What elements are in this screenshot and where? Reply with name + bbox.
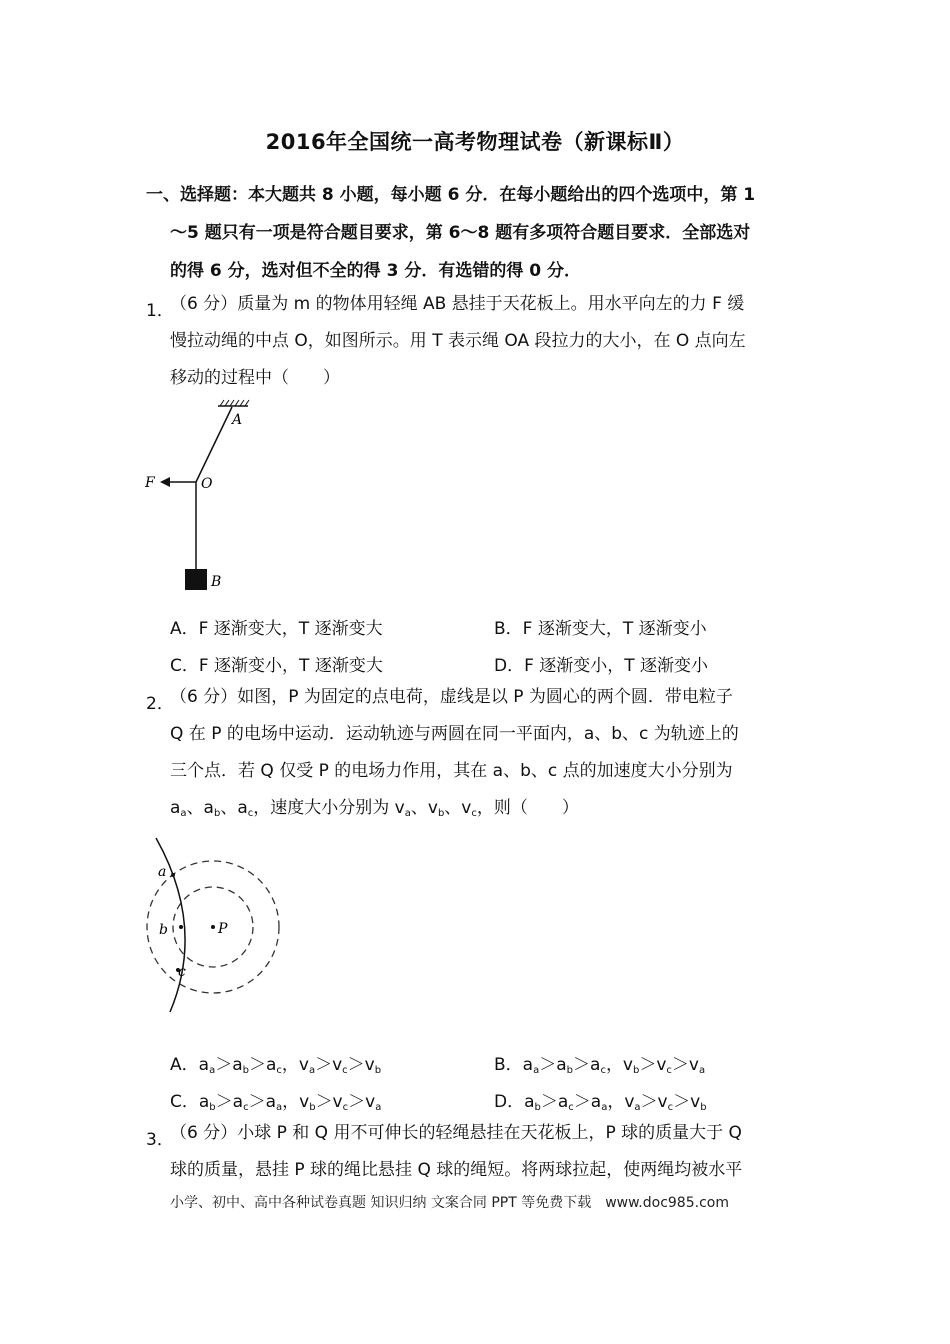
label-p: P bbox=[218, 921, 228, 937]
section-line-3: 的得 6 分，选对但不全的得 3 分．有选错的得 0 分． bbox=[170, 261, 581, 281]
question-1-option-a[interactable]: A．F 逐渐变大，T 逐渐变大 bbox=[170, 619, 383, 639]
question-1-number: 1． bbox=[146, 301, 174, 321]
question-3-line-1: （6 分）小球 P 和 Q 用不可伸长的轻绳悬挂在天花板上，P 球的质量大于 Q bbox=[170, 1123, 742, 1143]
label-c: c bbox=[178, 964, 186, 980]
question-2-line-4: $a_a$、$a_b$、$a_c$，速度大小分别为 $v_a$、$v_b$、$v_c$，则（ ） bbox=[170, 798, 579, 819]
label-a: a bbox=[158, 864, 167, 880]
force-arrow-head bbox=[160, 477, 170, 487]
question-1-line-1: （6 分）质量为 m 的物体用轻绳 AB 悬挂于天花板上。用水平向左的力 F 缓 bbox=[170, 294, 745, 314]
question-2-option-a[interactable]: A．$a_a>a_b>a_c$，$v_a>v_c>v_b$ bbox=[170, 1055, 382, 1076]
figure-rope-diagram bbox=[140, 398, 260, 598]
page-title: 2016年全国统一高考物理试卷（新课标Ⅱ） bbox=[265, 130, 685, 154]
label-a: A bbox=[232, 412, 243, 428]
question-3-text bbox=[170, 1115, 812, 1189]
section-line-1: 一、选择题：本大题共 8 小题，每小题 6 分．在每小题给出的四个选项中，第 1 bbox=[146, 185, 756, 205]
question-2-option-c[interactable]: C．$a_b>a_c>a_a$，$v_b>v_c>v_a$ bbox=[170, 1092, 382, 1113]
point-a bbox=[171, 873, 175, 877]
section-line-2: ～5 题只有一项是符合题目要求，第 6～8 题有多项符合题目要求．全部选对 bbox=[170, 223, 751, 243]
question-1-option-c[interactable]: C．F 逐渐变小，T 逐渐变大 bbox=[170, 656, 383, 676]
label-b: b bbox=[159, 922, 168, 938]
question-2-text bbox=[170, 679, 812, 827]
ceiling-hatch bbox=[220, 400, 249, 406]
question-1-option-d[interactable]: D．F 逐渐变小，T 逐渐变小 bbox=[494, 656, 709, 676]
label-f: F bbox=[145, 475, 155, 491]
point-b bbox=[179, 925, 183, 929]
question-2-option-b[interactable]: B．$a_a>a_b>a_c$，$v_b>v_c>v_a$ bbox=[494, 1055, 706, 1076]
question-2-line-3: 三个点．若 Q 仅受 P 的电场力作用，其在 a、b、c 点的加速度大小分别为 bbox=[170, 761, 733, 781]
question-1-line-3: 移动的过程中（ ） bbox=[170, 368, 340, 388]
mass-block bbox=[185, 569, 207, 590]
label-o: O bbox=[201, 476, 213, 492]
charge-p-point bbox=[211, 925, 215, 929]
question-3-number: 3． bbox=[146, 1130, 174, 1150]
figure-electric-field bbox=[140, 832, 290, 1017]
question-1-text bbox=[170, 286, 812, 397]
question-3-line-2: 球的质量，悬挂 P 球的绳比悬挂 Q 球的绳短。将两球拉起，使两绳均被水平 bbox=[170, 1160, 743, 1180]
question-2-line-1: （6 分）如图，P 为固定的点电荷，虚线是以 P 为圆心的两个圆．带电粒子 bbox=[170, 687, 733, 707]
section-instructions bbox=[146, 176, 811, 290]
label-b: B bbox=[211, 574, 222, 590]
question-1-option-b[interactable]: B．F 逐渐变大，T 逐渐变小 bbox=[494, 619, 707, 639]
rope-segment-oa bbox=[196, 407, 232, 482]
question-1-line-2: 慢拉动绳的中点 O，如图所示。用 T 表示绳 OA 段拉力的大小，在 O 点向左 bbox=[170, 331, 746, 351]
page-footer: 小学、初中、高中各种试卷真题 知识归纳 文案合同 PPT 等免费下载 www.doc985.com bbox=[170, 1195, 729, 1211]
question-2-option-d[interactable]: D．$a_b>a_c>a_a$，$v_a>v_c>v_b$ bbox=[494, 1092, 707, 1113]
question-2-line-2: Q 在 P 的电场中运动．运动轨迹与两圆在同一平面内，a、b、c 为轨迹上的 bbox=[170, 724, 739, 744]
question-2-number: 2． bbox=[146, 694, 174, 714]
